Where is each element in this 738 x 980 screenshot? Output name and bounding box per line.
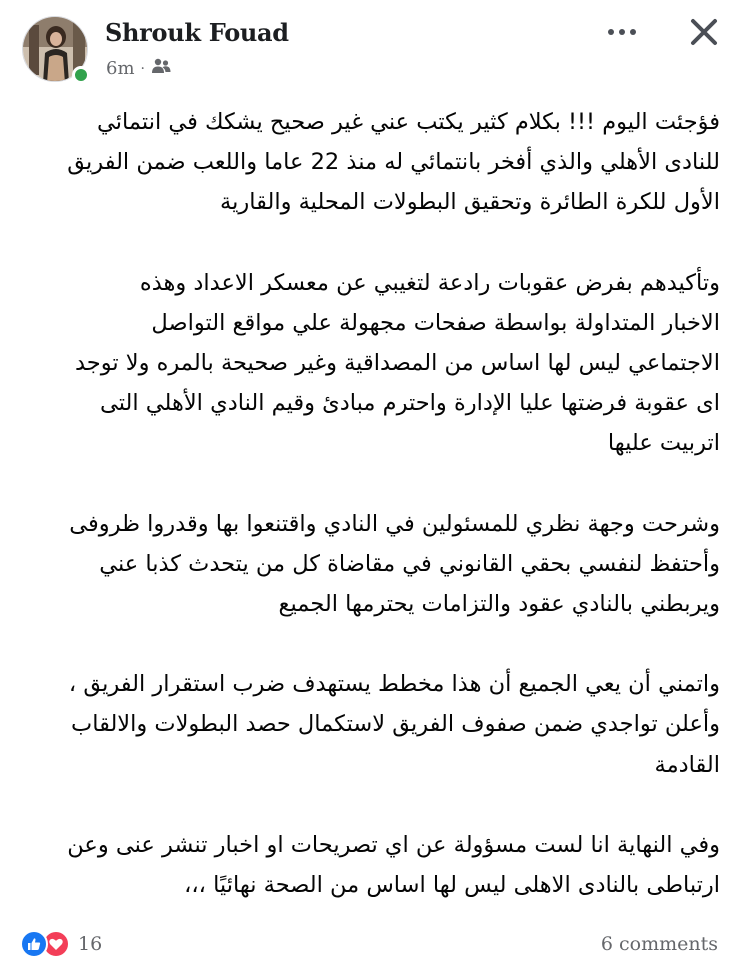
post-line: ويربطني بالنادي عقود والتزامات يحترمها الجميع [278, 591, 720, 618]
post-time[interactable]: 6m [106, 58, 135, 79]
post-line: وأعلن تواجدي ضمن صفوف الفريق لاستكمال حصد البطولات والالقاب [71, 711, 720, 738]
more-options-button[interactable] [604, 22, 640, 42]
more-dot-icon [608, 29, 614, 35]
post-line: اى عقوبة فرضتها عليا الإدارة واحترم مبادئ وقيم النادي الأهلي التى [99, 390, 720, 417]
comments-link[interactable]: 6 comments [600, 933, 718, 955]
post-line: للنادى الأهلي والذي أفخر بانتمائي له منذ 22 عاما واللعب ضمن الفريق [67, 149, 720, 176]
post-line: الاجتماعي ليس لها اساس من المصداقية وغير صحيحة بالمره ولا توجد [75, 350, 720, 377]
friends-icon[interactable] [151, 58, 171, 79]
post-line: اتربيت عليها [607, 430, 720, 457]
close-button[interactable] [684, 12, 724, 52]
post-header [0, 0, 738, 95]
post-line: وشرحت وجهة نظري للمسئولين في النادي واقتنعوا بها وقدروا ظروفى [69, 510, 720, 537]
post-line: الأول للكرة الطائرة وتحقيق البطولات المحلية والقارية [220, 189, 720, 216]
reactions-summary[interactable] [20, 930, 102, 958]
post-meta [106, 58, 171, 79]
post-line: وفي النهاية انا لست مسؤولة عن اي تصريحات او اخبار تنشر عنى وعن [67, 831, 720, 858]
reaction-count: 16 [78, 933, 103, 955]
post-line: فؤجئت اليوم !!! بكلام كثير يكتب عني غير صحيح يشكك في انتمائي [97, 109, 720, 135]
meta-separator: · [140, 60, 145, 77]
post-line: واتمني أن يعي الجميع أن هذا مخطط يستهدف ضرب استقرار الفريق ، [68, 671, 720, 698]
post-line: وأحتفظ لنفسي بحقي القانوني في مقاضاة كل من يتحدث كذبا عني [99, 550, 720, 577]
post-body [14, 102, 720, 905]
post-line: الاخبار المتداولة بواسطة صفحات مجهولة علي مواقع التواصل [151, 309, 720, 336]
post-line: القادمة [654, 751, 720, 778]
close-icon [684, 12, 724, 52]
like-icon [20, 930, 48, 958]
post-line: ارتباطى بالنادى الاهلى ليس لها اساس من الصحة نهائيًا ،،، [184, 872, 720, 899]
post-line: وتأكيدهم بفرض عقوبات رادعة لتغيبي عن معسكر الاعداد وهذه [139, 269, 720, 296]
online-status-dot [72, 66, 90, 84]
more-dot-icon [619, 29, 625, 35]
author-name[interactable]: Shrouk Fouad [105, 18, 289, 47]
more-dot-icon [630, 29, 636, 35]
post-footer [0, 920, 738, 970]
